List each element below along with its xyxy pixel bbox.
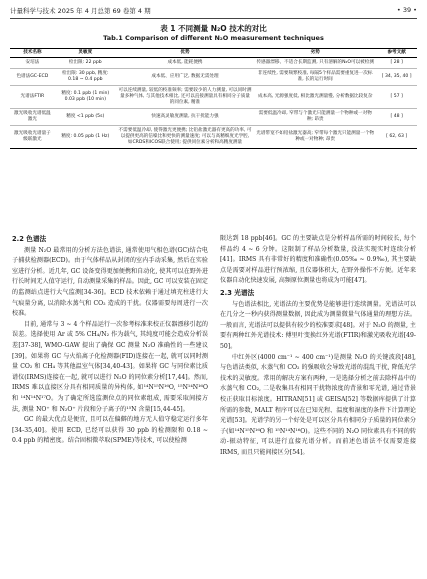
cell-disadvantage: 光谱带宽不如铅盐激光器高; 窄带每个激光只能测量一个物种或一对物种; 昂贵 [254,126,376,149]
comparison-table [10,48,417,149]
body-paragraph: 目前, 通常与 3 ~ 4 个样品运行一次参考标准来校正仪器漂移引起的误差。选择使用 Ar 或 5% CH₄/N₂ 作为载气, 其纯度可能会造成分析误差[37-38], WMO-GAW 提出了确保 GC 测量 N₂O 准确性的一些建议[39]。如果将 GC 与火焰离子化检测器(FID)连接在一起, 就可以同时测量 CO₂ 和 CH₄ 等其他温室气体[34,40-43]。如果将 GC 与同位素比质谱仪(IRMS)连接在一起, 就可以进行 N₂O 的同位素分析[17,44]。然而, IRMS 难以直接区分具有相同质量的异构体, 如¹⁴N¹⁵N¹⁶O, ¹⁵N¹⁴N¹⁶O 和 ¹⁴N¹⁴N¹⁷O。为了确定所选监测位点的同位素组成, 需要采取间接方法, 测量 NO⁺ 和 N₂O⁺ 片段和分子离子的¹⁵N 含量[15,44-45]。 [12,320,208,413]
cell-sensitivity: 检出限: 22 ppb [55,58,116,69]
cell-sensitivity: 检出限: 30 ppb, 精度: 0.18 ~ 0.4 ppb [55,69,116,86]
cell-disadvantage: 需要低温冷却, 窄带与个激光只能测量一个物种或一对物种; 昂贵 [254,109,376,126]
table-row [10,58,417,69]
cell-sensitivity: 精度: 0.1 ppb (1 min) 0.03 ppb (10 min) [55,86,116,109]
journal-info: 计量科学与技术 2025 年 4 月总第 69 卷第 4 期 [10,7,151,15]
section-heading-chromatography: 2.2 色谱法 [12,235,47,243]
cell-reference: [ 28 ] [376,58,417,69]
table-caption-en: Tab.1 Comparison of different N₂O measurement techniques [103,34,324,42]
cell-technique: 安培法 [10,58,55,69]
cell-technique: 光谱法FTIR [10,86,55,109]
section-heading-spectroscopy: 2.3 光谱法 [220,288,255,297]
body-paragraph: 限达到 18 ppb[46]。GC 的主要缺点是分析样品所需的时间较长, 每个样品约 4 ~ 6 分钟。这限制了样品分析数量, 没法实现实时连续分析[41]。IRMS 具有非常好的精度和准确性(0.05‰ ~ 0.9‰), 其主要缺点是需要对样品进行预浓缩, 且仪器体积大, 在野外操作不方便。近年来仪器自动化快速发展, 高频原位测量也将成为可能[47]。 [220,235,416,285]
cell-reference: [ 57 ] [376,86,417,109]
table-row [10,69,417,86]
cell-disadvantage: 成本高, 光源强度低, 相比激光测量慢, 分析数据比较复杂 [254,86,376,109]
cell-advantage: 不需要低温冷却, 使得激光更便携; 比铅盐激光器有更高的功率, 可以提供更高的信噪比和更快的测量速度; 可以与高精细度光学腔, 如CRDS和ICOS联合使用; 提供同位素分析和高精度测量 [116,126,254,149]
table-row [10,86,417,109]
header-rule [10,18,417,19]
page-number: • 39 • [396,6,417,14]
table-row [10,126,417,149]
table-row [10,109,417,126]
cell-technique: 色谱法GC-ECD [10,69,55,86]
header-technique: 技术名称 [10,49,55,58]
cell-advantage: 成本低, 能耗便携 [116,58,254,69]
cell-reference: [ 48 ] [376,109,417,126]
header-disadvantage: 劣势 [254,49,376,58]
cell-disadvantage: 传感器漂移、不适合长期监测, 只有溶解的N₂O可以被检测 [254,58,376,69]
cell-advantage: 可以连续测量, 较低的校准频率; 需要较少的人力测量, 可以同时测量多种气体, 与其他技术相比, 还可以直接测量具有相同分子质量的同位素, 精准 [116,86,254,109]
table-header-row [10,49,417,58]
body-paragraph: 与色谱法相比, 光谱法的主要优势是能够进行连续测量。光谱法可以在几分之一秒内获得测量数据, 因此成为测量微量气体通量的理想方法。一般而言, 光谱法可以提供有较少的校准要求[48]。对于 N₂O 的测量, 主要有两种红外光谱技术: 傅里叶变换红外光谱(FTIR)和激光吸收光谱[49-50]。 [220,300,416,350]
body-paragraph: GC 的最大优点是便宜, 且可以在偏僻的地方无人值守稳定运行多年[34-35,40]。使用 ECD, 已经可以获得 30 ppb 的检测限和 0.18 ~ 0.4 ppb 的精密度。结合固相微萃取(SPME)等技术, 可以使检测 [12,416,208,445]
header-advantage: 优势 [116,49,254,58]
right-column [220,234,416,458]
cell-sensitivity: 精度 <1 ppb (5s) [55,109,116,126]
cell-advantage: 成本低、应用广泛, 数据无需处理 [116,69,254,86]
left-column [12,234,208,447]
cell-advantage: 快速高灵敏度测量, 抗干扰能力强 [116,109,254,126]
cell-technique: 激光吸收光谱量子级联激光 [10,126,55,149]
cell-reference: [ 62, 63 ] [376,126,417,149]
cell-sensitivity: 精度: 0.05 ppb (1 Hz) [55,126,116,149]
cell-reference: [ 34, 35, 40 ] [376,69,417,86]
body-paragraph: 中红外区(4000 cm⁻¹ ~ 400 cm⁻¹)是测量 N₂O 的关键波段[48], 与色谱法类似, 水蒸气和 CO₂ 的强吸收会导致光谱的混乱干扰, 降低光学技术的灵敏度。常用的解决方案有两种, 一是选择分析之前去除样品中的水蒸气和 CO₂, 二是收集具有相同干扰物浓度的背景和零光谱, 通过背景校正获取目标浓度。HITRAN[51] 或 GEISA[52] 等数据库提供了计算所需的参数, MALT 程序可以在已知光程、温度和湿度的条件下计算理论光谱[53]。光谱学的另一个好处是可以区分具有相同分子质量的同位素分子(如¹⁴N¹⁵N¹⁶O 和 ¹⁵N¹⁴N¹⁶O)。这些不同的 N₂O 同位素具有不同的转动-振动特征, 可以进行直接光谱分析。而前述色谱法不仅需要连接 IRMS, 而且只能间接区分[54]。 [220,353,416,456]
body-paragraph: 测量 N₂O 最常用的分析方法色谱法, 通常使用气相色谱(GC)结合电子捕获检测器(ECD)。由于气体样品从封闭的室内手动采集, 然后在实验室进行分析。近几年, GC 设备变得更加便携和自动化, 使其可以在野外进行长时间无人值守运行, 自动测量采集的样品。因此, GC 可以安装在固定的监测站点进行大气监测[34-36]。ECD 技术依赖于通过填充柱进行大气痕量分离, 以消除水蒸气和 CO₂ 造成的干扰。仪器需要每周进行一次校准。 [12,246,208,318]
running-header [10,6,417,15]
cell-disadvantage: 非连续性, 需要频繁校准, 每隔5个样品需要重复进一次标准, 长的运行时间 [254,69,376,86]
table-caption-cn: 表 1 不同测量 N₂O 技术的对比 [160,24,267,33]
cell-technique: 激光吸收光谱低温激光 [10,109,55,126]
header-sensitivity: 灵敏度 [55,49,116,58]
header-reference: 参考文献 [376,49,417,58]
